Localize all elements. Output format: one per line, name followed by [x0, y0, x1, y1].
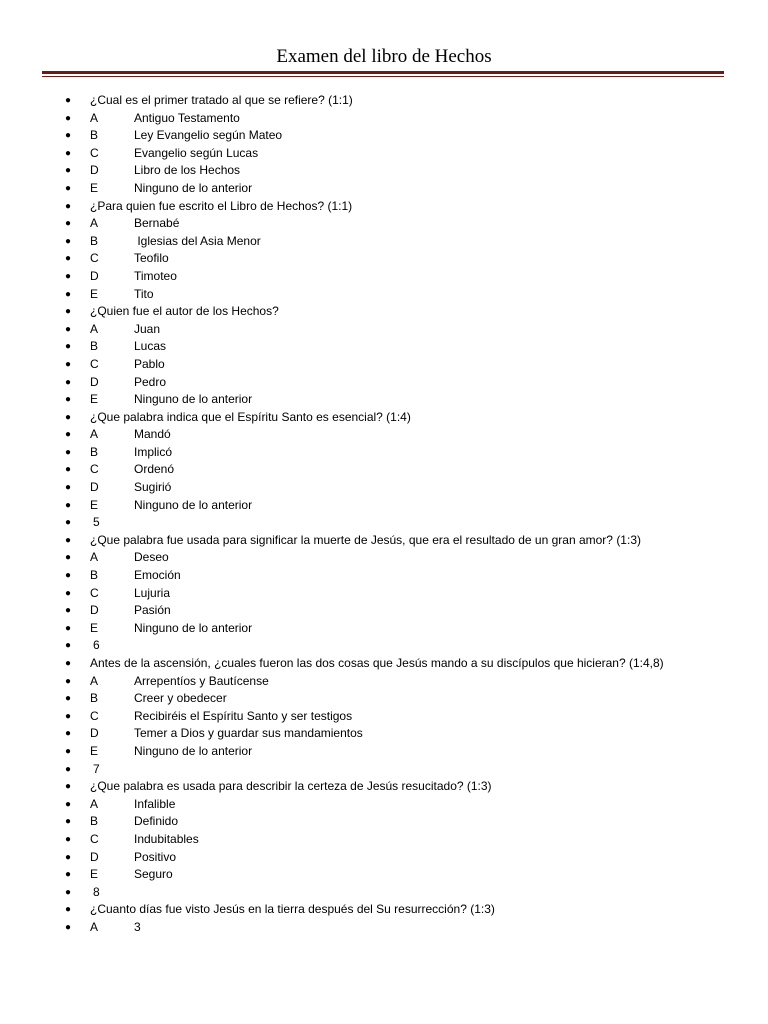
- bullet-icon: ●: [65, 270, 72, 282]
- option-letter: D: [90, 374, 99, 389]
- bullet-icon: ●: [65, 605, 72, 617]
- option-letter: E: [90, 180, 99, 195]
- option-letter: E: [90, 867, 99, 882]
- bullet-icon: ●: [65, 235, 72, 247]
- option-text: 3: [134, 919, 141, 934]
- option-text: Ninguno de lo anterior: [134, 497, 253, 512]
- bullet-icon: ●: [65, 675, 72, 687]
- option-letter: A: [90, 216, 99, 231]
- question-number: 5: [93, 515, 100, 530]
- option-text: Ninguno de lo anterior: [134, 620, 253, 635]
- bullet-icon: ●: [65, 130, 72, 142]
- option-text: Teofilo: [134, 251, 169, 266]
- question-item: [0, 303, 768, 321]
- option-item: [0, 585, 768, 603]
- question-item: [0, 532, 768, 550]
- option-text: Iglesias del Asia Menor: [134, 233, 261, 248]
- bullet-icon: ●: [65, 552, 72, 564]
- bullet-icon: ●: [65, 570, 72, 582]
- bullet-icon: ●: [65, 904, 72, 916]
- bullet-icon: ●: [65, 341, 72, 353]
- bullet-icon: ●: [65, 182, 72, 194]
- option-text: Creer y obedecer: [134, 691, 227, 706]
- option-text: Definido: [134, 814, 179, 829]
- question-item: [0, 901, 768, 919]
- bullet-icon: ●: [65, 306, 72, 318]
- option-text: Emoción: [134, 568, 181, 583]
- option-text: Indubitables: [134, 831, 199, 846]
- option-item: [0, 444, 768, 462]
- option-text: Bernabé: [134, 216, 180, 231]
- question-text: ¿Cuanto días fue visto Jesús en la tierra después del Su resurrección? (1:3): [90, 902, 495, 917]
- bullet-icon: ●: [65, 816, 72, 828]
- question-number-item: [0, 637, 768, 655]
- option-item: [0, 145, 768, 163]
- bullet-icon: ●: [65, 851, 72, 863]
- bullet-icon: ●: [65, 358, 72, 370]
- bullet-icon: ●: [65, 781, 72, 793]
- option-item: [0, 356, 768, 374]
- option-letter: E: [90, 497, 99, 512]
- bullet-icon: ●: [65, 921, 72, 933]
- option-item: [0, 549, 768, 567]
- question-item: [0, 409, 768, 427]
- option-letter: A: [90, 110, 99, 125]
- option-item: [0, 919, 768, 937]
- bullet-icon: ●: [65, 886, 72, 898]
- title-divider-thin: [42, 76, 724, 77]
- question-text: ¿Para quien fue escrito el Libro de Hechos? (1:1): [90, 198, 353, 213]
- question-item: [0, 778, 768, 796]
- option-item: [0, 796, 768, 814]
- bullet-icon: ●: [65, 394, 72, 406]
- question-text: Antes de la ascensión, ¿cuales fueron las dos cosas que Jesús mando a su discípulos que hicieran? (1:4,8): [90, 656, 664, 670]
- option-text: Libro de los Hechos: [134, 163, 241, 178]
- option-text: Ninguno de lo anterior: [134, 180, 253, 195]
- option-letter: B: [90, 814, 99, 829]
- option-text: Tito: [134, 286, 154, 301]
- option-letter: C: [90, 356, 99, 371]
- option-letter: C: [90, 145, 99, 160]
- question-text: ¿Que palabra es usada para describir la certeza de Jesús resucitado? (1:3): [90, 779, 492, 794]
- bullet-icon: ●: [65, 587, 72, 599]
- question-text: ¿Quien fue el autor de los Hechos?: [90, 304, 279, 319]
- option-text: Pablo: [134, 356, 165, 371]
- option-text: Seguro: [134, 867, 173, 882]
- option-letter: B: [90, 691, 99, 706]
- option-text: Lucas: [134, 339, 167, 354]
- option-item: [0, 673, 768, 691]
- option-text: Evangelio según Lucas: [134, 145, 259, 160]
- document-title: Examen del libro de Hechos: [276, 46, 492, 67]
- option-letter: B: [90, 444, 99, 459]
- option-text: Infalible: [134, 796, 176, 811]
- question-text: ¿Que palabra indica que el Espíritu Santo es esencial? (1:4): [90, 409, 411, 424]
- question-item: [0, 655, 768, 673]
- option-letter: E: [90, 392, 99, 407]
- option-item: [0, 831, 768, 849]
- bullet-icon: ●: [65, 728, 72, 740]
- option-item: [0, 321, 768, 339]
- bullet-icon: ●: [65, 763, 72, 775]
- option-item: [0, 690, 768, 708]
- option-letter: C: [90, 831, 99, 846]
- option-letter: D: [90, 603, 99, 618]
- option-letter: B: [90, 339, 99, 354]
- question-number: 7: [93, 761, 100, 776]
- title-divider-thick: [42, 71, 724, 74]
- option-letter: D: [90, 268, 99, 283]
- option-text: Ley Evangelio según Mateo: [134, 128, 283, 143]
- bullet-icon: ●: [65, 446, 72, 458]
- bullet-icon: ●: [65, 869, 72, 881]
- option-item: [0, 620, 768, 638]
- question-item: [0, 92, 768, 110]
- option-text: Antiguo Testamento: [134, 110, 240, 125]
- option-letter: C: [90, 251, 99, 266]
- option-text: Timoteo: [134, 268, 177, 283]
- bullet-icon: ●: [65, 658, 72, 669]
- option-letter: D: [90, 726, 99, 741]
- bullet-icon: ●: [65, 693, 72, 705]
- question-number: 8: [93, 884, 100, 899]
- option-item: [0, 391, 768, 409]
- bullet-icon: ●: [65, 517, 72, 529]
- bullet-icon: ●: [65, 622, 72, 634]
- option-letter: C: [90, 708, 99, 723]
- exam-list: [0, 92, 768, 937]
- option-letter: A: [90, 796, 99, 811]
- option-text: Positivo: [134, 849, 177, 864]
- option-letter: D: [90, 163, 99, 178]
- bullet-icon: ●: [65, 640, 72, 652]
- option-text: Lujuria: [134, 585, 171, 600]
- bullet-icon: ●: [65, 218, 72, 230]
- option-text: Temer a Dios y guardar sus mandamientos: [134, 726, 363, 741]
- option-item: [0, 725, 768, 743]
- bullet-icon: ●: [65, 833, 72, 845]
- option-item: [0, 180, 768, 198]
- option-text: Deseo: [134, 550, 169, 565]
- question-text: ¿Que palabra fue usada para significar la muerte de Jesús, que era el resultado de un gran amor? (1:3): [90, 532, 641, 547]
- bullet-icon: ●: [65, 376, 72, 388]
- option-item: [0, 849, 768, 867]
- option-letter: A: [90, 673, 99, 688]
- option-text: Arrepentíos y Bautícense: [134, 673, 269, 688]
- option-item: [0, 497, 768, 515]
- option-item: [0, 813, 768, 831]
- option-text: Pedro: [134, 374, 167, 389]
- bullet-icon: ●: [65, 710, 72, 722]
- bullet-icon: ●: [65, 288, 72, 300]
- option-letter: B: [90, 233, 99, 248]
- option-item: [0, 233, 768, 251]
- bullet-icon: ●: [65, 745, 72, 757]
- option-letter: E: [90, 620, 99, 635]
- option-item: [0, 743, 768, 761]
- option-item: [0, 866, 768, 884]
- bullet-icon: ●: [65, 200, 72, 212]
- bullet-icon: ●: [65, 253, 72, 265]
- bullet-icon: ●: [65, 165, 72, 177]
- option-text: Ninguno de lo anterior: [134, 743, 253, 758]
- bullet-icon: ●: [65, 534, 72, 546]
- option-text: Ninguno de lo anterior: [134, 392, 253, 407]
- bullet-icon: ●: [65, 482, 72, 494]
- option-item: [0, 426, 768, 444]
- option-item: [0, 286, 768, 304]
- option-letter: C: [90, 585, 99, 600]
- option-letter: E: [90, 743, 99, 758]
- question-item: [0, 198, 768, 216]
- option-letter: C: [90, 462, 99, 477]
- option-letter: B: [90, 568, 99, 583]
- option-item: [0, 110, 768, 128]
- option-letter: A: [90, 321, 99, 336]
- bullet-icon: ●: [65, 147, 72, 159]
- question-number-item: [0, 514, 768, 532]
- option-letter: A: [90, 919, 99, 934]
- option-letter: A: [90, 427, 99, 442]
- option-item: [0, 708, 768, 726]
- option-item: [0, 567, 768, 585]
- option-item: [0, 127, 768, 145]
- question-text: ¿Cual es el primer tratado al que se refiere? (1:1): [90, 93, 353, 107]
- option-text: Ordenó: [134, 462, 175, 477]
- bullet-icon: ●: [65, 112, 72, 124]
- option-item: [0, 268, 768, 286]
- option-letter: A: [90, 550, 99, 565]
- option-letter: B: [90, 128, 99, 143]
- option-item: [0, 162, 768, 180]
- bullet-icon: ●: [65, 411, 72, 423]
- option-item: [0, 250, 768, 268]
- option-item: [0, 461, 768, 479]
- bullet-icon: ●: [65, 499, 72, 511]
- question-number-item: [0, 761, 768, 779]
- option-item: [0, 602, 768, 620]
- option-letter: E: [90, 286, 99, 301]
- bullet-icon: ●: [65, 95, 72, 106]
- bullet-icon: ●: [65, 798, 72, 810]
- question-number: 6: [93, 638, 100, 653]
- question-number-item: [0, 884, 768, 902]
- option-text: Mandó: [134, 427, 171, 442]
- option-item: [0, 479, 768, 497]
- option-text: Recibiréis el Espíritu Santo y ser testigos: [134, 708, 353, 723]
- option-letter: D: [90, 849, 99, 864]
- option-letter: D: [90, 480, 99, 495]
- option-text: Juan: [134, 321, 161, 336]
- option-text: Sugirió: [134, 480, 172, 495]
- bullet-icon: ●: [65, 429, 72, 441]
- option-item: [0, 215, 768, 233]
- bullet-icon: ●: [65, 323, 72, 335]
- option-text: Pasión: [134, 603, 171, 618]
- option-text: Implicó: [134, 444, 173, 459]
- bullet-icon: ●: [65, 464, 72, 476]
- option-item: [0, 338, 768, 356]
- option-item: [0, 374, 768, 392]
